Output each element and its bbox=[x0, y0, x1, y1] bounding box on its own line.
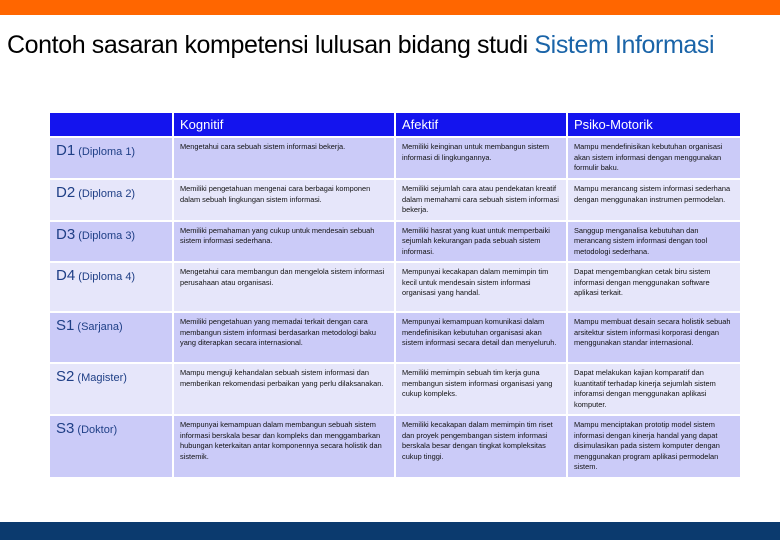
header-kognitif: Kognitif bbox=[174, 113, 394, 136]
table-row bbox=[50, 313, 740, 362]
cell-afektif: Memiliki memimpin sebuah tim kerja guna membangun sistem informasi organisasi yang cukup kompleks. bbox=[396, 364, 566, 414]
level-name: (Sarjana) bbox=[77, 321, 123, 333]
level-code: D2 bbox=[56, 184, 76, 201]
cell-kognitif: Memiliki pengetahuan mengenai cara berbagai komponen dalam sebuah lingkungan sistem informasi. bbox=[174, 180, 394, 220]
cell-psikomotorik: Sanggup menganalisa kebutuhan dan merancang sistem informasi dengan tool metodologi sederhana. bbox=[568, 222, 740, 262]
level-name: (Doktor) bbox=[77, 424, 118, 436]
level-label bbox=[50, 313, 172, 362]
cell-kognitif: Mengetahui cara membangun dan mengelola sistem informasi perusahaan atau organisasi. bbox=[174, 263, 394, 311]
cell-afektif: Mempunyai kemampuan komunikasi dalam mendefinisikan kebutuhan organisasi akan sistem informasi secara detail dan menyeluruh. bbox=[396, 313, 566, 362]
level-code: S2 bbox=[56, 368, 75, 385]
cell-afektif: Memiliki sejumlah cara atau pendekatan kreatif dalam memahami cara sebuah sistem informasi bekerja. bbox=[396, 180, 566, 220]
cell-psikomotorik: Dapat melakukan kajian komparatif dan kuantitatif terhadap kinerja sejumlah sistem inforamsi dengan menggunakan aplikasi komputer. bbox=[568, 364, 740, 414]
level-name: (Diploma 3) bbox=[78, 229, 136, 242]
header-psikomotorik: Psiko-Motorik bbox=[568, 113, 740, 136]
level-code: S3 bbox=[56, 420, 75, 437]
table-row bbox=[50, 138, 740, 178]
cell-psikomotorik: Dapat mengembangkan cetak biru sistem informasi dengan menggunakan software aplikasi terkait. bbox=[568, 263, 740, 311]
top-accent-bar bbox=[0, 0, 780, 15]
cell-kognitif: Mempunyai kemampuan dalam membangun sebuah sistem informasi berskala besar dan kompleks dan menggambarkan hubungan keterkaitan antar komponennya secara holistik dan sistemik. bbox=[174, 416, 394, 477]
table-header-row bbox=[50, 113, 740, 136]
level-label bbox=[50, 138, 172, 178]
cell-afektif: Mempunyai kecakapan dalam memimpin tim kecil untuk mendesain sistem informasi organisasi yang handal. bbox=[396, 263, 566, 311]
level-name: (Diploma 2) bbox=[78, 188, 136, 200]
cell-psikomotorik: Mampu mendefinisikan kebutuhan organisasi akan sistem informasi dengan menggunakan formulir baku. bbox=[568, 138, 740, 178]
table-row bbox=[50, 364, 740, 414]
header-afektif: Afektif bbox=[396, 113, 566, 136]
cell-psikomotorik: Mampu menciptakan prototip model sistem informasi dengan kinerja handal yang dapat disimulasikan pada sistem komputer dengan menggunakan program aplikasi permodelan sistem. bbox=[568, 416, 740, 477]
level-label bbox=[50, 416, 172, 477]
level-label bbox=[50, 364, 172, 414]
competency-table bbox=[48, 111, 742, 479]
table-row bbox=[50, 180, 740, 220]
level-label bbox=[50, 222, 172, 262]
level-code: D3 bbox=[56, 225, 76, 243]
page-title bbox=[7, 30, 777, 61]
title-main: Contoh sasaran kompetensi lulusan bidang studi bbox=[7, 31, 535, 59]
table-row bbox=[50, 222, 740, 262]
level-name: (Diploma 1) bbox=[78, 146, 136, 158]
level-label bbox=[50, 180, 172, 220]
level-name: (Magister) bbox=[77, 372, 127, 384]
cell-psikomotorik: Mampu membuat desain secara holistik sebuah arsitektur sistem informasi korporasi dengan menggunakan standar internasional. bbox=[568, 313, 740, 362]
cell-afektif: Memiliki kecakapan dalam memimpin tim riset dan proyek pengembangan sistem informasi berskala besar dengan tingkat kompleksitas cukup tinggi. bbox=[396, 416, 566, 477]
level-code: D1 bbox=[56, 142, 76, 159]
level-label bbox=[50, 263, 172, 311]
cell-kognitif: Mampu menguji kehandalan sebuah sistem informasi dan memberikan rekomendasi perbaikan yang perlu dilaksanakan. bbox=[174, 364, 394, 414]
table-row bbox=[50, 416, 740, 477]
cell-kognitif: Memiliki pemahaman yang cukup untuk mendesain sebuah sistem informasi sederhana. bbox=[174, 222, 394, 262]
bottom-accent-bar bbox=[0, 522, 780, 540]
level-name: (Diploma 4) bbox=[78, 271, 136, 283]
level-code: S1 bbox=[56, 317, 75, 334]
cell-psikomotorik: Mampu merancang sistem informasi sederhana dengan menggunakan instrumen permodelan. bbox=[568, 180, 740, 220]
cell-kognitif: Memiliki pengetahuan yang memadai terkait dengan cara membangun sistem informasi berdasarkan metodologi baku yang diterapkan secara internasional. bbox=[174, 313, 394, 362]
cell-afektif: Memiliki hasrat yang kuat untuk memperbaiki sejumlah kekurangan pada sebuah sistem informasi. bbox=[396, 222, 566, 262]
title-accent: Sistem Informasi bbox=[534, 31, 715, 59]
table-row bbox=[50, 263, 740, 311]
cell-afektif: Memiliki keinginan untuk membangun sistem informasi di lingkungannya. bbox=[396, 138, 566, 178]
level-code: D4 bbox=[56, 267, 76, 284]
cell-kognitif: Mengetahui cara sebuah sistem informasi bekerja. bbox=[174, 138, 394, 178]
header-empty bbox=[50, 113, 172, 136]
